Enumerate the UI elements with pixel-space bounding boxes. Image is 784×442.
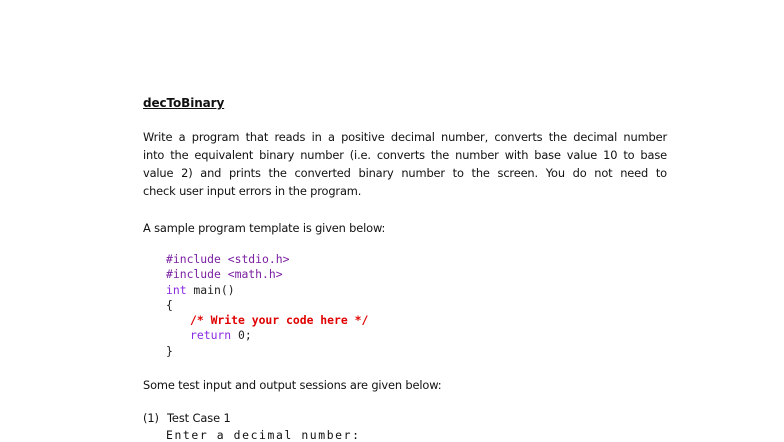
paragraph-line: check user input errors in the program. <box>143 184 362 198</box>
code-template <box>166 252 368 359</box>
code-keyword: return <box>190 328 232 343</box>
code-header: <math.h> <box>220 267 283 282</box>
sessions-intro: Some test input and output sessions are given below: <box>143 378 442 392</box>
document-title: decToBinary <box>143 96 225 110</box>
test-case-heading <box>143 411 231 425</box>
code-text: main() <box>186 282 235 297</box>
code-comment: /* Write your code here */ <box>190 313 369 328</box>
code-text: 0; <box>231 328 252 343</box>
paragraph-line: into the equivalent binary number (i.e. converts the number with base value 10 to base <box>143 148 667 162</box>
code-line-comment <box>166 313 368 328</box>
code-line-include-stdio <box>166 252 368 267</box>
code-header: <stdio.h> <box>220 252 290 266</box>
test-case-label: Test Case 1 <box>167 411 231 425</box>
code-line-return <box>166 328 368 343</box>
code-line-open-brace: { <box>166 297 173 312</box>
code-directive: #include <box>166 267 221 282</box>
paragraph-line: value 2) and prints the converted binary number to the screen. You do not need to <box>143 166 667 180</box>
paragraph-line: Write a program that reads in a positive decimal number, converts the decimal number <box>143 130 667 144</box>
test-case-number: (1) <box>143 411 159 425</box>
code-line-main <box>166 283 368 298</box>
code-line-close-brace: } <box>166 343 173 358</box>
test-case-prompt: Enter a decimal number: <box>166 428 361 442</box>
code-line-include-math <box>166 267 368 282</box>
code-directive: #include <box>166 252 221 266</box>
problem-description <box>143 128 667 200</box>
code-keyword: int <box>166 282 187 297</box>
template-intro: A sample program template is given below: <box>143 221 386 235</box>
